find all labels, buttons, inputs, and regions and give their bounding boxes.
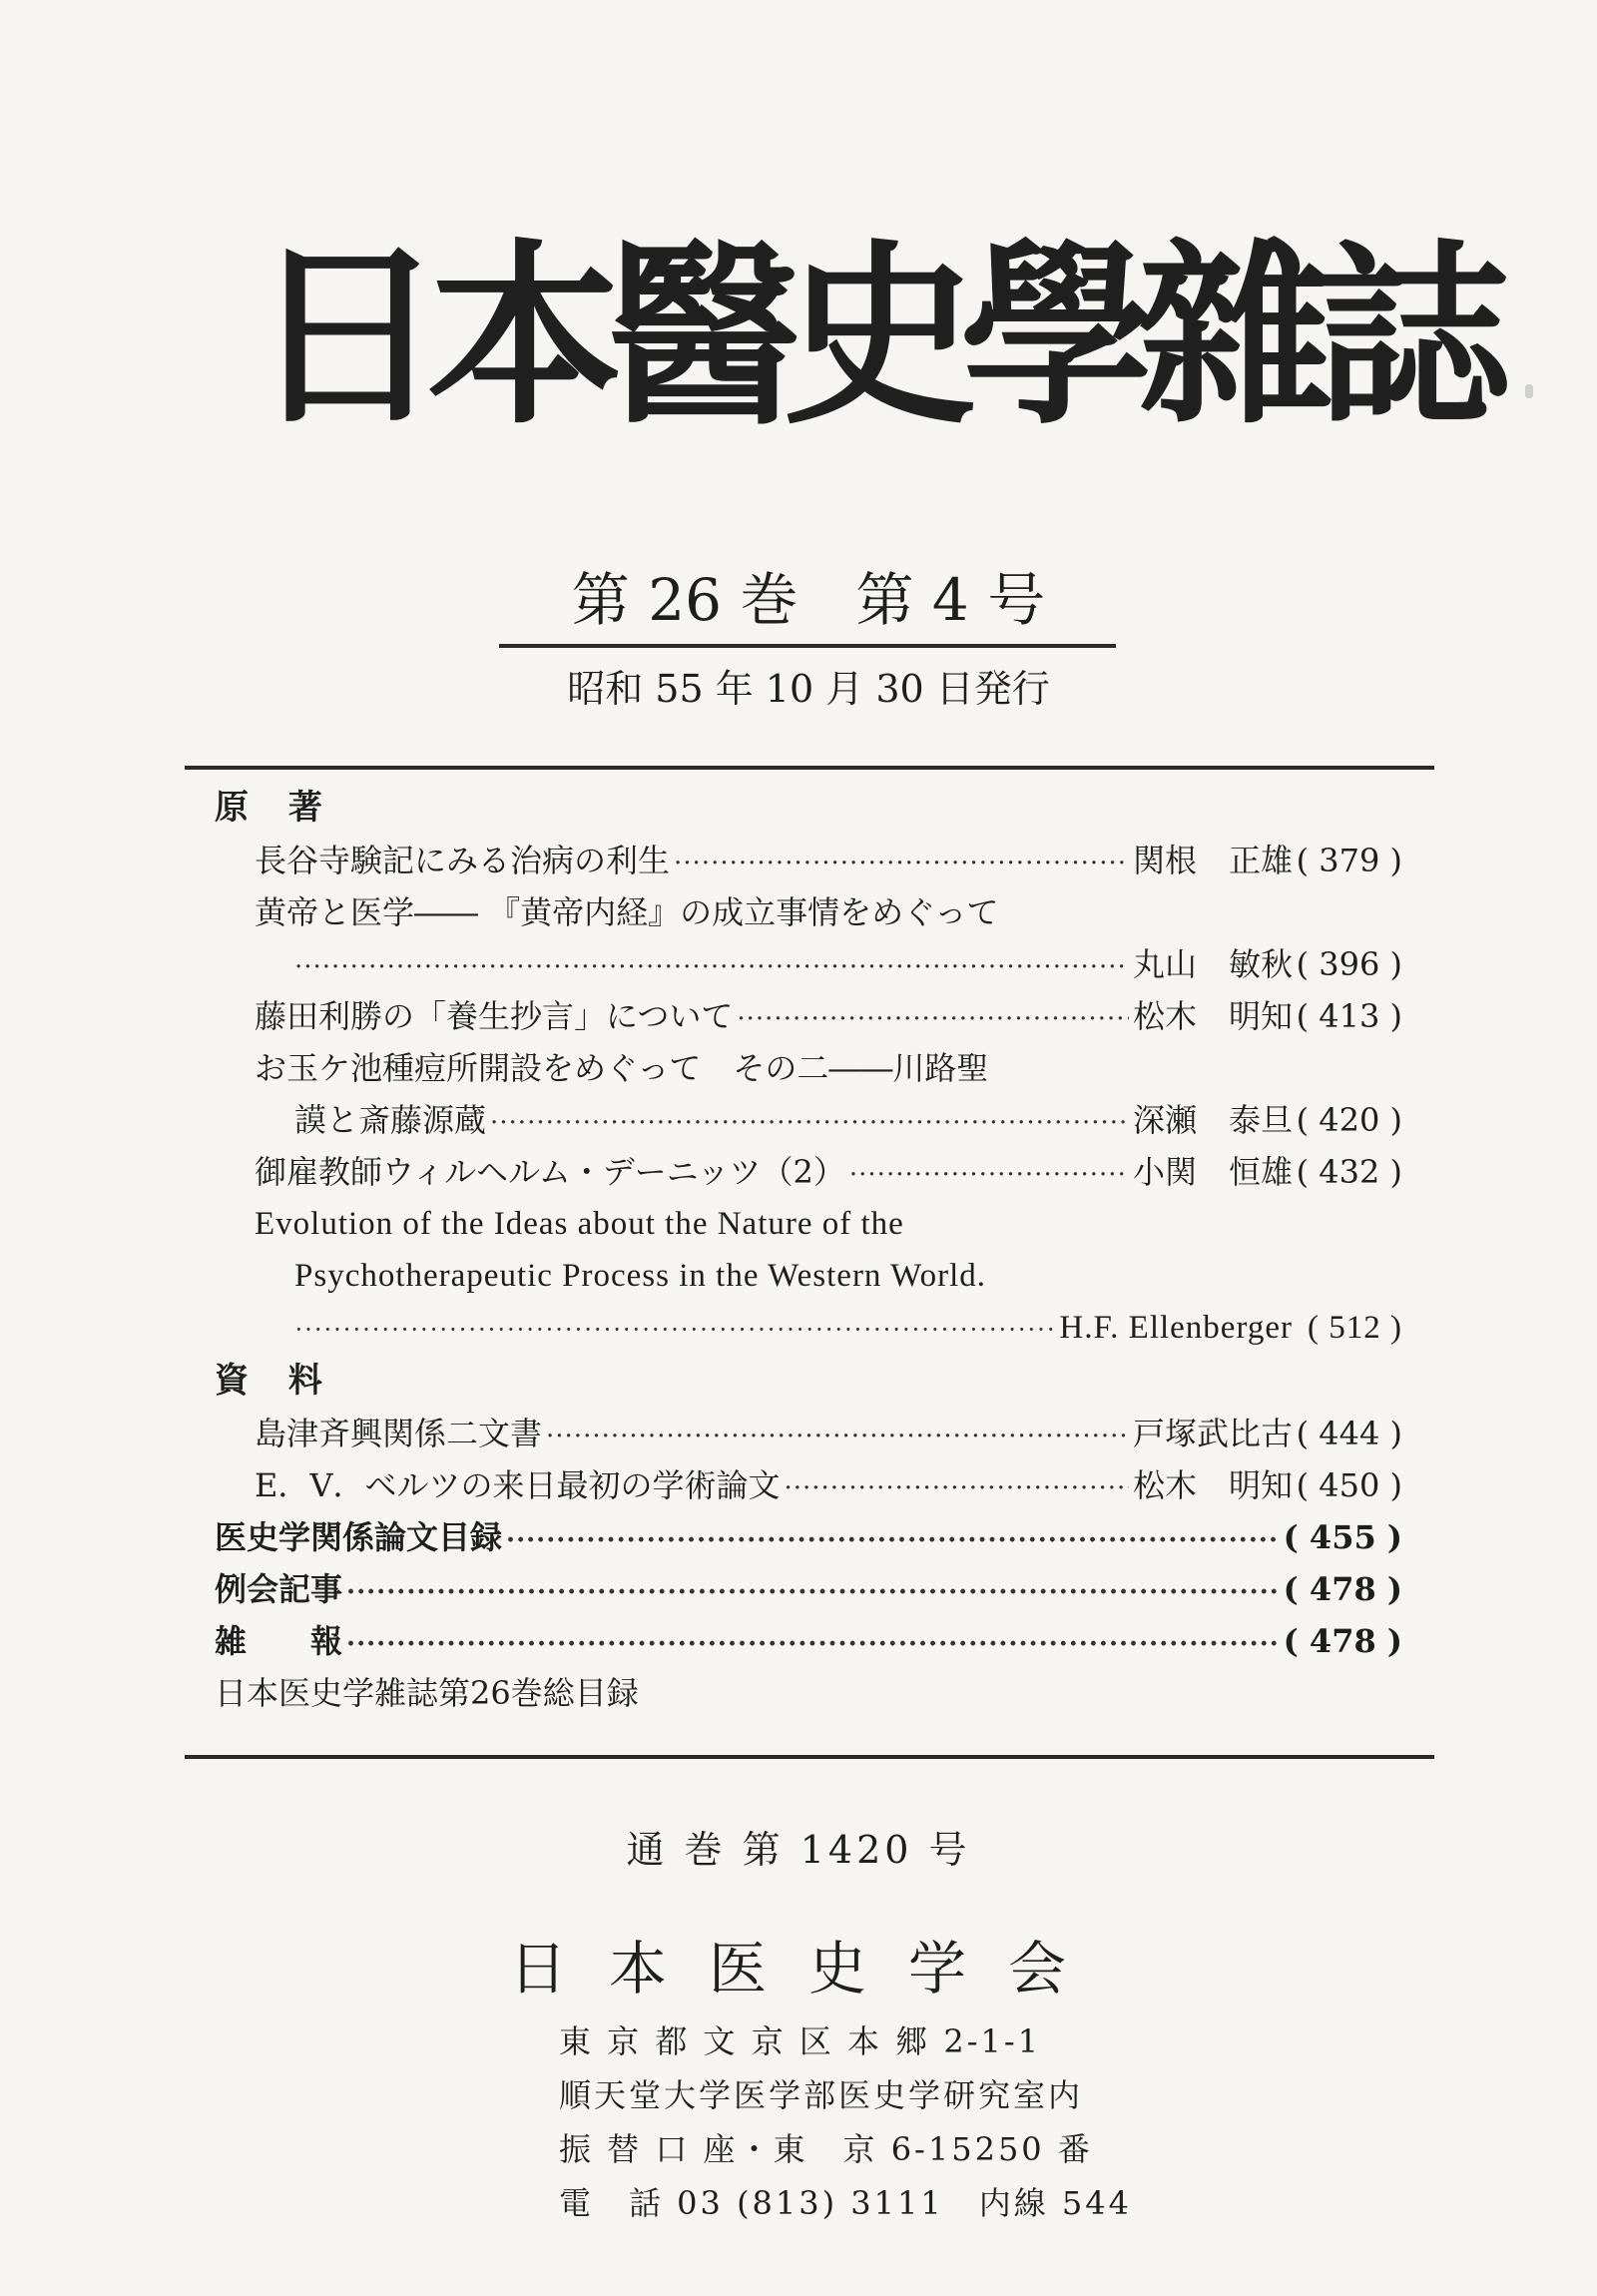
journal-title: 日本醫史學雜誌 (250, 224, 1494, 451)
entry-title: 藤田利勝の「養生抄言」について (255, 997, 734, 1035)
toc-entry-title-line (215, 886, 1402, 938)
entry-title: 黄帝と医学―― 『黄帝内経』の成立事情をめぐって (255, 893, 999, 931)
entry-author: 松木 明知 (1132, 997, 1293, 1035)
entry-author: 松木 明知 (1132, 1466, 1293, 1504)
dot-leader (546, 1411, 1129, 1462)
item-label: 医史学関係論文目録 (215, 1518, 503, 1556)
entry-title: 長谷寺験記にみる治病の利生 (255, 842, 671, 879)
address-line: 東 京 都 文 京 区 本 郷 2-1-1 (559, 2022, 1042, 2060)
address-line: 振 替 口 座・東 京 6-15250 番 (559, 2130, 1093, 2168)
section-heading-original: 原 著 (215, 788, 336, 828)
item-page: ( 478 ) (1283, 1622, 1402, 1660)
paper-speck (1525, 384, 1533, 398)
toc-entry-title-line (215, 1250, 1402, 1302)
issue-date: 昭和 55 年 10 月 30 日発行 (567, 667, 1050, 711)
entry-title: Evolution of the Ideas about the Nature of the (255, 1206, 904, 1242)
entry-title-cont: Psychotherapeutic Process in the Western World. (294, 1258, 986, 1294)
toc-entry-title-line (215, 1042, 1402, 1094)
entry-page: ( 432 ) (1296, 1153, 1402, 1191)
entry-author: 戸塚武比古 (1132, 1415, 1293, 1452)
toc-entry (215, 990, 1402, 1042)
dot-leader (784, 1462, 1129, 1514)
entry-page: ( 396 ) (1296, 945, 1402, 983)
dot-leader (490, 1097, 1129, 1149)
toc-item (215, 1511, 1402, 1563)
dot-leader (674, 838, 1129, 889)
dot-leader (346, 1566, 1280, 1618)
volume-divider (499, 644, 1116, 648)
section-heading-materials: 資 料 (215, 1361, 336, 1401)
volume-issue: 第 26 巻 第 4 号 (571, 566, 1046, 634)
toc-entry (215, 938, 1402, 990)
entry-title: E．V．ベルツの来日最初の学術論文 (255, 1466, 781, 1504)
entry-page: ( 450 ) (1296, 1466, 1402, 1504)
item-page: ( 478 ) (1283, 1570, 1402, 1608)
toc-entry (215, 1146, 1402, 1198)
table-of-contents (215, 781, 1402, 1719)
toc-footer-item (215, 1667, 1402, 1719)
toc-bottom-rule (185, 1755, 1434, 1759)
entry-title: 御雇教師ウィルヘルム・デーニッツ（2） (255, 1153, 845, 1191)
entry-author: 小関 恒雄 (1132, 1153, 1293, 1191)
toc-item (215, 1615, 1402, 1667)
entry-author: 関根 正雄 (1132, 842, 1293, 879)
serial-number: 通 巻 第 1420 号 (626, 1828, 971, 1872)
entry-author: 丸山 敏秋 (1132, 945, 1293, 983)
item-label: 例会記事 (215, 1570, 343, 1608)
dot-leader (506, 1514, 1280, 1566)
entry-page: ( 512 ) (1308, 1310, 1402, 1346)
dot-leader (294, 1304, 1055, 1356)
toc-entry-title-line (215, 1198, 1402, 1250)
item-label: 雑 報 (215, 1622, 343, 1660)
toc-entry (215, 1408, 1402, 1459)
toc-item (215, 1563, 1402, 1615)
entry-title: お玉ケ池種痘所開設をめぐって その二――川路聖 (255, 1049, 989, 1087)
dot-leader (346, 1618, 1280, 1670)
address-line: 順天堂大学医学部医史学研究室内 (559, 2076, 1084, 2114)
dot-leader (294, 941, 1129, 993)
toc-top-rule (185, 766, 1434, 770)
entry-page: ( 413 ) (1296, 997, 1402, 1035)
entry-page: ( 379 ) (1296, 842, 1402, 879)
dot-leader (737, 993, 1129, 1045)
entry-title-cont: 謨と斎藤源蔵 (294, 1101, 487, 1139)
society-name: 日本医史学会 (508, 1935, 1108, 2003)
address-line: 電 話 03 (813) 3111 内線 544 (559, 2184, 1132, 2222)
entry-author: 深瀬 泰旦 (1132, 1101, 1293, 1139)
item-page: ( 455 ) (1283, 1518, 1402, 1556)
publisher-address (559, 2014, 1132, 2230)
toc-entry (215, 1459, 1402, 1511)
entry-page: ( 420 ) (1296, 1101, 1402, 1139)
entry-title: 島津斉興関係二文書 (255, 1415, 543, 1452)
entry-author: H.F. Ellenberger (1059, 1310, 1293, 1346)
toc-entry (215, 1094, 1402, 1146)
entry-page: ( 444 ) (1296, 1415, 1402, 1452)
toc-entry (215, 835, 1402, 886)
toc-entry (215, 1302, 1402, 1354)
volume-index-label: 日本医史学雑誌第26巻総目録 (215, 1674, 639, 1712)
dot-leader (849, 1149, 1129, 1201)
